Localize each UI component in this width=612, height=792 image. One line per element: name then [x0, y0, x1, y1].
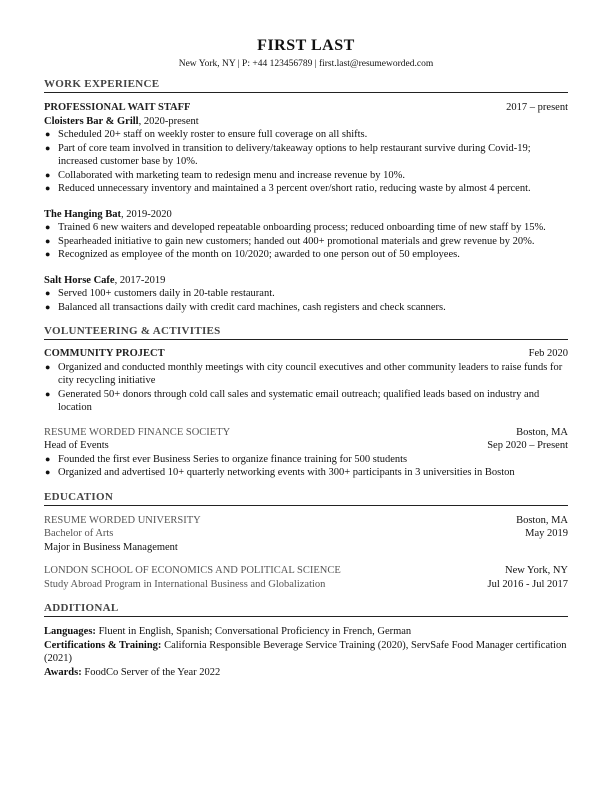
school-2-name: LONDON SCHOOL OF ECONOMICS AND POLITICAL SCIENCE [44, 565, 341, 576]
section-additional-title: ADDITIONAL [44, 601, 568, 617]
society-row [44, 426, 568, 440]
community-bullets [44, 361, 568, 415]
school-1-location: Boston, MA [516, 514, 568, 526]
school-1-date: May 2019 [525, 528, 568, 539]
school-2-row [44, 564, 568, 578]
certs-label: Certifications & Training: [44, 639, 162, 651]
school-1-row [44, 514, 568, 528]
languages-value: Fluent in English, Spanish; Conversational Proficiency in French, German [95, 626, 412, 637]
school-2-date: Jul 2016 - Jul 2017 [487, 578, 568, 590]
bullet: ● Organized and advertised 10+ quarterly networking events with 300+ participants in 3 universities in Boston [44, 466, 568, 480]
awards-line [44, 666, 568, 680]
candidate-name: FIRST LAST [257, 37, 355, 54]
bullet: ● Trained 6 new waiters and developed repeatable onboarding process; reduced onboarding time of new staff by 15%. [44, 221, 568, 235]
employer-1-period: , 2020-present [138, 115, 199, 127]
society-role: Head of Events [44, 440, 109, 451]
role-row [44, 101, 568, 115]
bullet: ● Balanced all transactions daily with credit card machines, cash registers and check scanners. [44, 301, 568, 315]
bullet: ● Spearheaded initiative to gain new customers; handed out 400+ promotional materials and grew revenue by 20%. [44, 235, 568, 249]
society-dates: Sep 2020 – Present [487, 440, 568, 451]
languages-label: Languages: [44, 626, 96, 637]
bullet: ● Served 100+ customers daily in 20-table restaurant. [44, 287, 568, 301]
school-2-degree: Study Abroad Program in International Business and Globalization [44, 578, 326, 590]
employer-2-bullets [44, 221, 568, 262]
employer-2 [44, 208, 568, 222]
contact-line: New York, NY | P: +44 123456789 | first.last@resumeworded.com [178, 59, 434, 69]
school-1-degree: Bachelor of Arts [44, 528, 114, 539]
school-1-degree-row [44, 527, 568, 541]
school-1-note: Major in Business Management [44, 541, 178, 553]
role-dates: 2017 – present [506, 102, 568, 113]
bullet: ● Founded the first ever Business Series to organize finance training for 500 students [44, 453, 568, 467]
languages-line [44, 625, 568, 639]
society-role-row [44, 439, 568, 453]
section-volunteering-title: VOLUNTEERING & ACTIVITIES [44, 324, 568, 340]
society-name: RESUME WORDED FINANCE SOCIETY [44, 426, 231, 438]
community-date: Feb 2020 [528, 348, 568, 359]
school-2-degree-row [44, 578, 568, 592]
resume-page [44, 36, 568, 679]
bullet: ● Recognized as employee of the month on 10/2020; awarded to one person out of 50 employees. [44, 248, 568, 262]
community-row [44, 347, 568, 361]
society-bullets [44, 453, 568, 480]
bullet: ● Scheduled 20+ staff on weekly roster to ensure full coverage on all shifts. [44, 128, 568, 142]
employer-1-bullets [44, 128, 568, 196]
employer-3-period: , 2017-2019 [114, 274, 166, 286]
section-work-title: WORK EXPERIENCE [44, 77, 568, 93]
bullet: ● Part of core team involved in transition to delivery/takeaway options to help restaurant survive during Covid-19; increased customer base by 10%. [44, 142, 568, 169]
bullet: ● Organized and conducted monthly meetings with city council executives and other community leaders to raise funds for city recycling initiative [44, 361, 568, 388]
bullet: ● Generated 50+ donors through cold call sales and systematic email outreach; qualified leads based on industry and location [44, 388, 568, 415]
school-2-location: New York, NY [504, 565, 568, 576]
awards-value: FoodCo Server of the Year 2022 [81, 666, 221, 678]
employer-3-bullets [44, 287, 568, 314]
section-education-title: EDUCATION [44, 490, 568, 506]
employer-2-period: , 2019-2020 [121, 208, 172, 220]
society-location: Boston, MA [516, 426, 568, 438]
school-1-name: RESUME WORDED UNIVERSITY [44, 514, 201, 526]
certs-line [44, 639, 568, 666]
employer-3-name: Salt Horse Cafe [44, 274, 115, 286]
employer-1 [44, 115, 568, 129]
community-name: COMMUNITY PROJECT [44, 348, 165, 359]
certs-value: California Responsible Beverage Service Training (2020), ServSafe Food Manager certification (2021) [44, 639, 567, 664]
employer-3 [44, 274, 568, 288]
employer-2-name: The Hanging Bat [44, 208, 122, 220]
bullet: ● Collaborated with marketing team to redesign menu and increase revenue by 10%. [44, 169, 568, 183]
role-title: PROFESSIONAL WAIT STAFF [44, 102, 191, 113]
awards-label: Awards: [44, 666, 82, 678]
employer-1-name: Cloisters Bar & Grill [44, 115, 139, 127]
bullet: ● Reduced unnecessary inventory and maintained a 3 percent over/short ratio, reducing waste by almost 4 percent. [44, 182, 568, 196]
